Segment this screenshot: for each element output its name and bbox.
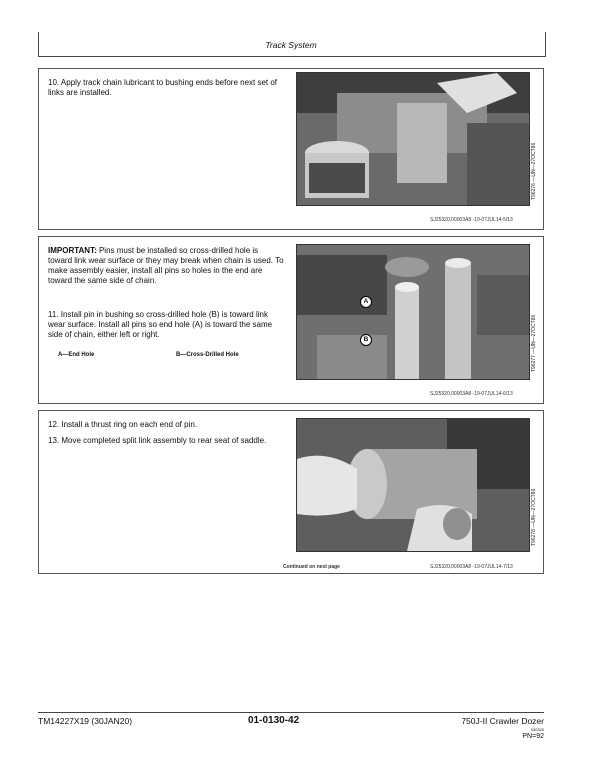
footer-code: 030320 xyxy=(530,727,544,732)
photo-id-label: T96277 —UN—27OCT86 xyxy=(531,314,537,372)
footer-rule xyxy=(38,712,544,713)
reference-code: SJ25320,00003A8 -19-07JUL14-5/13 xyxy=(430,217,513,223)
legend-end-hole: A—End Hole xyxy=(58,352,95,358)
footer-machine: 750J-II Crawler Dozer xyxy=(461,716,544,726)
callout-a: A xyxy=(360,296,372,308)
important-note xyxy=(48,246,284,286)
photo-id-label: T96278 —UN—27OCT86 xyxy=(531,488,537,546)
continued-note: Continued on next page xyxy=(283,564,340,570)
legend-cross-drilled-hole: B—Cross-Drilled Hole xyxy=(176,352,239,358)
photo-id-label: T96276 —UN—27OCT86 xyxy=(531,142,537,200)
step-13-text: 13. Move completed split link assembly to rear seat of saddle. xyxy=(48,436,267,445)
photo-thrust-ring xyxy=(296,418,530,552)
photo-pin-installation xyxy=(296,244,530,380)
step-11-text: 11. Install pin in bushing so cross-drilled hole (B) is toward link wear surface. Install all pins so end hole (A) is toward the same side of chain, either left or right. xyxy=(48,310,273,339)
page-header-title: Track System xyxy=(265,40,317,50)
footer-manual-id: TM14227X19 (30JAN20) xyxy=(38,716,133,726)
photo-lubricant-application xyxy=(296,72,530,206)
important-text: Pins must be installed so cross-drilled hole is toward link wear surface or they may break when chain is used. To make assembly easier, install all pins so holes in the end are toward the same side of chain. xyxy=(48,246,284,285)
footer-page-number: 01-0130-42 xyxy=(248,715,300,726)
callout-b: B xyxy=(360,334,372,346)
step-10-text: 10. Apply track chain lubricant to bushing ends before next set of links are installed. xyxy=(48,78,278,97)
reference-code: SJ25320,00003A8 -19-07JUL14-7/13 xyxy=(430,564,513,570)
reference-code: SJ25320,00003A8 -19-07JUL14-6/13 xyxy=(430,391,513,397)
step-12-text: 12. Install a thrust ring on each end of pin. xyxy=(48,420,197,429)
footer-pn: PN=92 xyxy=(522,733,544,740)
important-label: IMPORTANT: xyxy=(48,246,97,255)
